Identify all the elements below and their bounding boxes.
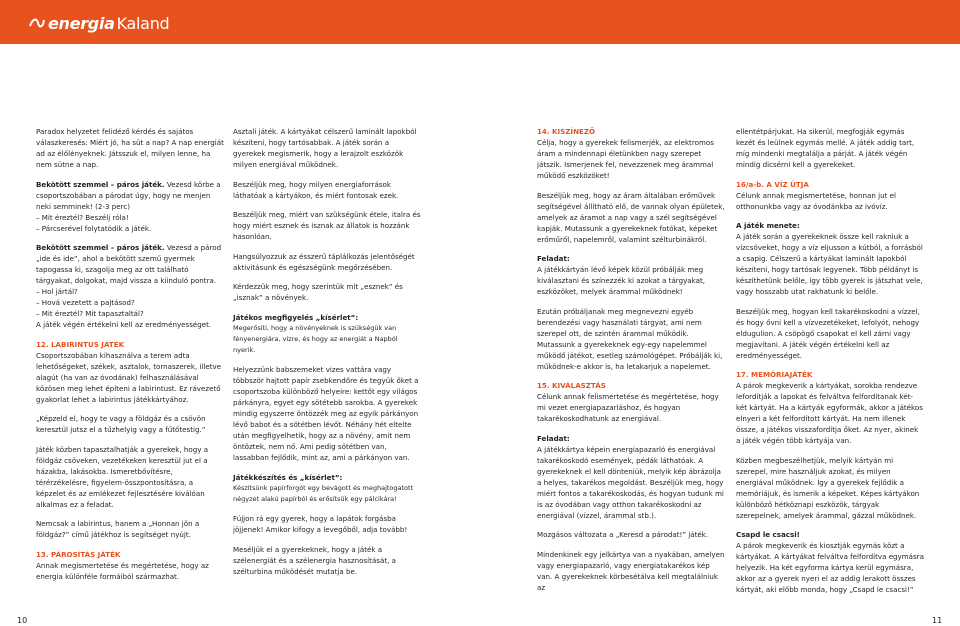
page-number-left: 10: [17, 616, 28, 625]
paragraph: Beszéljük meg, miért van szükségünk étele, italra és hogy miért esznek és isznak az állatok is hozzánk hasonlóan.: [233, 210, 421, 241]
section-heading: 16/a-b. A VÍZ ÚTJA: [736, 179, 809, 189]
section-heading: 15. KIVÁLASZTÁS: [537, 381, 606, 390]
bold-lead: Feladat:: [537, 433, 570, 443]
column-4: [736, 126, 924, 604]
paragraph: Célja, hogy a gyerekek felismerjék, az elektromos áram a mindennapi életünkben nagy szerepet játszik. Ismerjenek fel, nevezzenek meg árammal működő eszközöket!: [537, 138, 714, 180]
paragraph: Nemcsak a labirintus, hanem a „Honnan jön a földgáz?” című játékhoz is segítséget nyújt.: [36, 519, 200, 539]
paragraph: Közben megbeszélhetjük, melyik kártyán mi szerepel, mire használjuk azokat, és milyen energiával működnek. Így a gyerekek fejlődik a memóriájuk, és ismerik a képeket. Képes kártyákon különböző hétköznapi eszközök, tárgyak szerepelnek, amelyek árammal, gázzal működnek.: [736, 455, 920, 520]
paragraph: Hangsúlyozzuk az ésszerű táplálkozás jelentőségét aktivitásunk és egészségünk megőrzésében.: [233, 251, 415, 272]
column-1: [36, 126, 224, 590]
bold-lead: Csapd le csacsi!: [736, 530, 800, 539]
paragraph: Beszéljük meg, hogy az áram általában erőművek segítségével állítható elő, de vannak olyan épületek, amelyek az áramot a nap vagy a szél segítségével kapják. Mutassunk a gyerekeknek fotókat, képeket erőműről, napelemről, valamint szélturbinákról.: [537, 190, 725, 244]
wave-icon: [28, 14, 46, 32]
paragraph: Célunk annak megismertetése, honnan jut el otthonunkba vagy az óvodánkba az ivóvíz.: [736, 190, 896, 211]
paragraph: A játék végén értékelni kell az eredményességet.: [36, 320, 212, 329]
header-banner: [0, 0, 960, 44]
section-heading: 17. MEMÓRIAJÁTÉK: [736, 370, 813, 379]
section-heading: 13. PÁROSÍTÁS JÁTÉK: [36, 549, 121, 559]
logo-text-bold: energia: [48, 13, 115, 33]
question: – Hol jártál?: [36, 287, 78, 296]
paragraph-text: Vezesd a párod „ide és ide”, ahol a bekötött szemű gyermek tapogassa ki, szagolja meg az ott található tárgyakat, dolgokat, majd vissza a kiinduló pontra.: [36, 243, 222, 285]
bold-lead: Játékkészítés és „kísérlet”:: [233, 472, 343, 482]
paragraph: Mindenkinek egy jelkártya van a nyakában, amelyen vagy energiapazarló, vagy energiatakarékos kép van. A gyerekeknek körbesétálva kell megtalálniuk az: [537, 549, 725, 592]
bold-lead: Bekötött szemmel – páros játék.: [36, 179, 165, 189]
question: – Mit éreztél? Mit tapasztaltál?: [36, 309, 144, 318]
bold-heading: [233, 312, 421, 323]
bold-heading: [736, 529, 924, 540]
paragraph: A játékkártyán lévő képek közül próbálják meg kiválasztani és színezzék ki azokat a tárgyakat, eszközöket, melyek árammal működnek!: [537, 265, 705, 296]
paragraph: Kérdezzük meg, hogy szerintük mit „esznek” és „isznak” a növények.: [233, 282, 403, 302]
paragraph: Meséljük el a gyerekeknek, hogy a játék a szélenergiát és a szélenergia hasznosítását, a szélturbina működését mutatja be.: [233, 544, 396, 576]
paragraph: Helyezzünk babszemeket vizes vattára vagy többször hajtott papír zsebkendőre és tegyük őket a csoportszoba különböző helyeire: kettőt egy világos párkányra, egyet egy sötétebb sarokba. A gyerekek mindig egyszerre öntözzék meg az egyik párkányon lévő babot és a sötétben lévőt. Néhány hét eltelte után megfigyelhetik, hogy az a növény, amit nem öntöztek, nem nő. Ami pedig sötétben van, lassabban fejlődik, mint az, ami a párkányon van.: [233, 365, 419, 462]
paragraph: A párok megkeverik a kártyákat, sorokba rendezve lefordítják a lapokat és felváltva felfordítanak két-két kártyát. Ha a kártyák egyformák, akkor a játékos elnyeri a két felfordított kártyát. Ha nem illenek össze, a játékos visszafordítja őket. Az nyer, akinek a játék végén több kártyája van.: [736, 381, 923, 445]
paragraph: Mozgásos változata a „Keresd a párodat!” játék.: [537, 530, 709, 539]
question: – Mit éreztél? Beszélj róla!: [36, 212, 129, 222]
paragraph: Célunk annak felismertetése és megértetése, hogy mi vezet energiapazarláshoz, és hogyan takarékoskodhatunk az energiával.: [537, 392, 719, 423]
section-heading: 12. LABIRINTUS JÁTÉK: [36, 339, 125, 349]
bold-lead: Feladat:: [537, 254, 570, 263]
paragraph: „Képzeld el, hogy te vagy a földgáz és a csövön keresztül jutsz el a tűzhelyig vagy a fűtőtestig.”: [36, 414, 206, 434]
paragraph: Megerősíti, hogy a növényeknek is szükségük van fényenergiára, vízre, és hogy az energiát a Napból nyerik.: [233, 323, 398, 354]
energiakaland-logo: [28, 11, 169, 35]
paragraph: Asztali játék. A kártyákat célszerű laminált lapokból készíteni, hogy tartósabbak. A játék során a gyerekek megismerik, hogy a lerajzolt eszközök milyen energiával működnek.: [233, 127, 417, 169]
paragraph: A játék során a gyerekeknek össze kell rakniuk a vízcsöveket, hogy a víz eljusson a kútból, a forrásból a csapig. Célszerű a kártyákat laminált lapokból készíteni, hogy tartósak legyenek. Több példányt is készíthetünk belőle, így több gyerek is játszhat vele, vagy hosszabb utat rakhatunk ki belőle.: [736, 232, 923, 296]
paragraph: [36, 242, 224, 286]
paragraph: Fújjon rá egy gyerek, hogy a lapátok forgásba jöjjenek! Amikor kifogy a levegőből, adja tovább!: [233, 514, 408, 534]
bold-heading: [233, 472, 421, 483]
paragraph: Csoportszobában kihasználva a terem adta lehetőségeket, székek, asztalok, tornaszerek, illetve alagút (ha van az óvodának) felhasználásával közösen meg lehet építeni a labirintust. Ez rávezető gyakorlat lehet a labirintus játékkártyához.: [36, 350, 222, 404]
question: – Hová vezetett a pajtásod?: [36, 298, 135, 307]
bold-lead: A játék menete:: [736, 221, 800, 230]
question: – Párcserével folytatódik a játék.: [36, 223, 152, 233]
column-3: [537, 126, 725, 601]
section-heading: 14. KISZÍNEZŐ: [537, 127, 596, 136]
paragraph: A játékkártya képein energiapazarló és energiával takarékoskodó események, pédák láthatóak. A gyerekeknek el kell dönteniük, melyik kép ábrázolja a helyes, takarékos megoldást. Beszéljük meg, hogy miért fontos a takarékoskodás, és hogyan tudunk mi is az óvodában vagy otthon takarékoskodni az energiával (vízzel, árammal stb.).: [537, 444, 724, 520]
bold-heading: [537, 433, 725, 444]
paragraph: Játék közben tapasztalhatják a gyerekek, hogy a földgáz csöveken, vezetékeken keresztül jut el a házakba, lakásokba. Ismeretbővítésre, térérzékelésre, figyelem-összpontosításra, a képzelet és az emlékezet fejlesztésére kiválóan alkalmas ez a feladat.: [36, 444, 209, 509]
bold-lead: Játékos megfigyelés „kísérlet”:: [233, 312, 359, 322]
paragraph: Annak megismertetése és megértetése, hogy az energia különféle formáiból származhat.: [36, 560, 209, 581]
page-number-right: 11: [932, 616, 943, 625]
paragraph: Ezután próbáljanak meg megnevezni egyéb berendezési vagy használati tárgyat, ami nem szerepel ott, de szintén árammal működik. Mutassunk a gyerekeknek egy-egy napelemmel működő játékot, esetleg számológépet. Próbálják ki, működnek-e akkor is, ha letakarjuk a napelemet.: [537, 306, 723, 371]
paragraph: ellentétpárjukat. Ha sikerül, megfogják egymás kezét és leülnek egymás mellé. A játék addig tart, míg mindenki megtalálja a párját. A játék végén mindig dicsérni kell a gyerekeket.: [736, 127, 915, 169]
bold-heading: [736, 220, 924, 231]
paragraph-text: Vezesd körbe a csoportszobában a párodat úgy, hogy ne menjen neki semminek! (2-3 perc): [36, 179, 221, 211]
paragraph: Beszéljük meg, hogy milyen energiaforrások láthatóak a kártyákon, és miért fontosak ezek.: [233, 179, 399, 200]
paragraph: Beszéljük meg, hogyan kell takarékoskodni a vízzel, és hogy ővni kell a vízvezetékeket, lefolyót, nehogy eldugulion. A csöpögő csapokat el kell zárni vagy megjavítani. A játék végén értékelni kell az eredményességet.: [736, 306, 920, 360]
paragraph: Készítsünk papírforgót egy bevágott és meghajtogatott négyzet alakú papírból és erősítsük egy pálcikára!: [233, 483, 414, 503]
column-2: [233, 126, 421, 585]
paragraph: A párok megkeverik és kiosztják egymás közt a kártyákat. A kártyákat felváltva felfordítva egymásra helyezik. Ha két egyforma kártya kerül egymásra, akkor az a gyerek nyeri el az addig lerakott összes kártyát, aki előbb monda, hogy „Csapd le csacsi!”: [736, 541, 924, 594]
logo-text-light: Kaland: [116, 13, 170, 33]
paragraph: Paradox helyzetet felidéző kérdés és sajátos válaszkeresés: Miért jó, ha süt a nap? A nap energiát ad az élőlényeknek. Játsszuk el, milyen lenne, ha nem sütne a nap.: [36, 127, 224, 169]
bold-heading: [537, 253, 725, 264]
bold-lead: Bekötött szemmel – páros játék.: [36, 243, 165, 252]
paragraph: [36, 179, 224, 212]
